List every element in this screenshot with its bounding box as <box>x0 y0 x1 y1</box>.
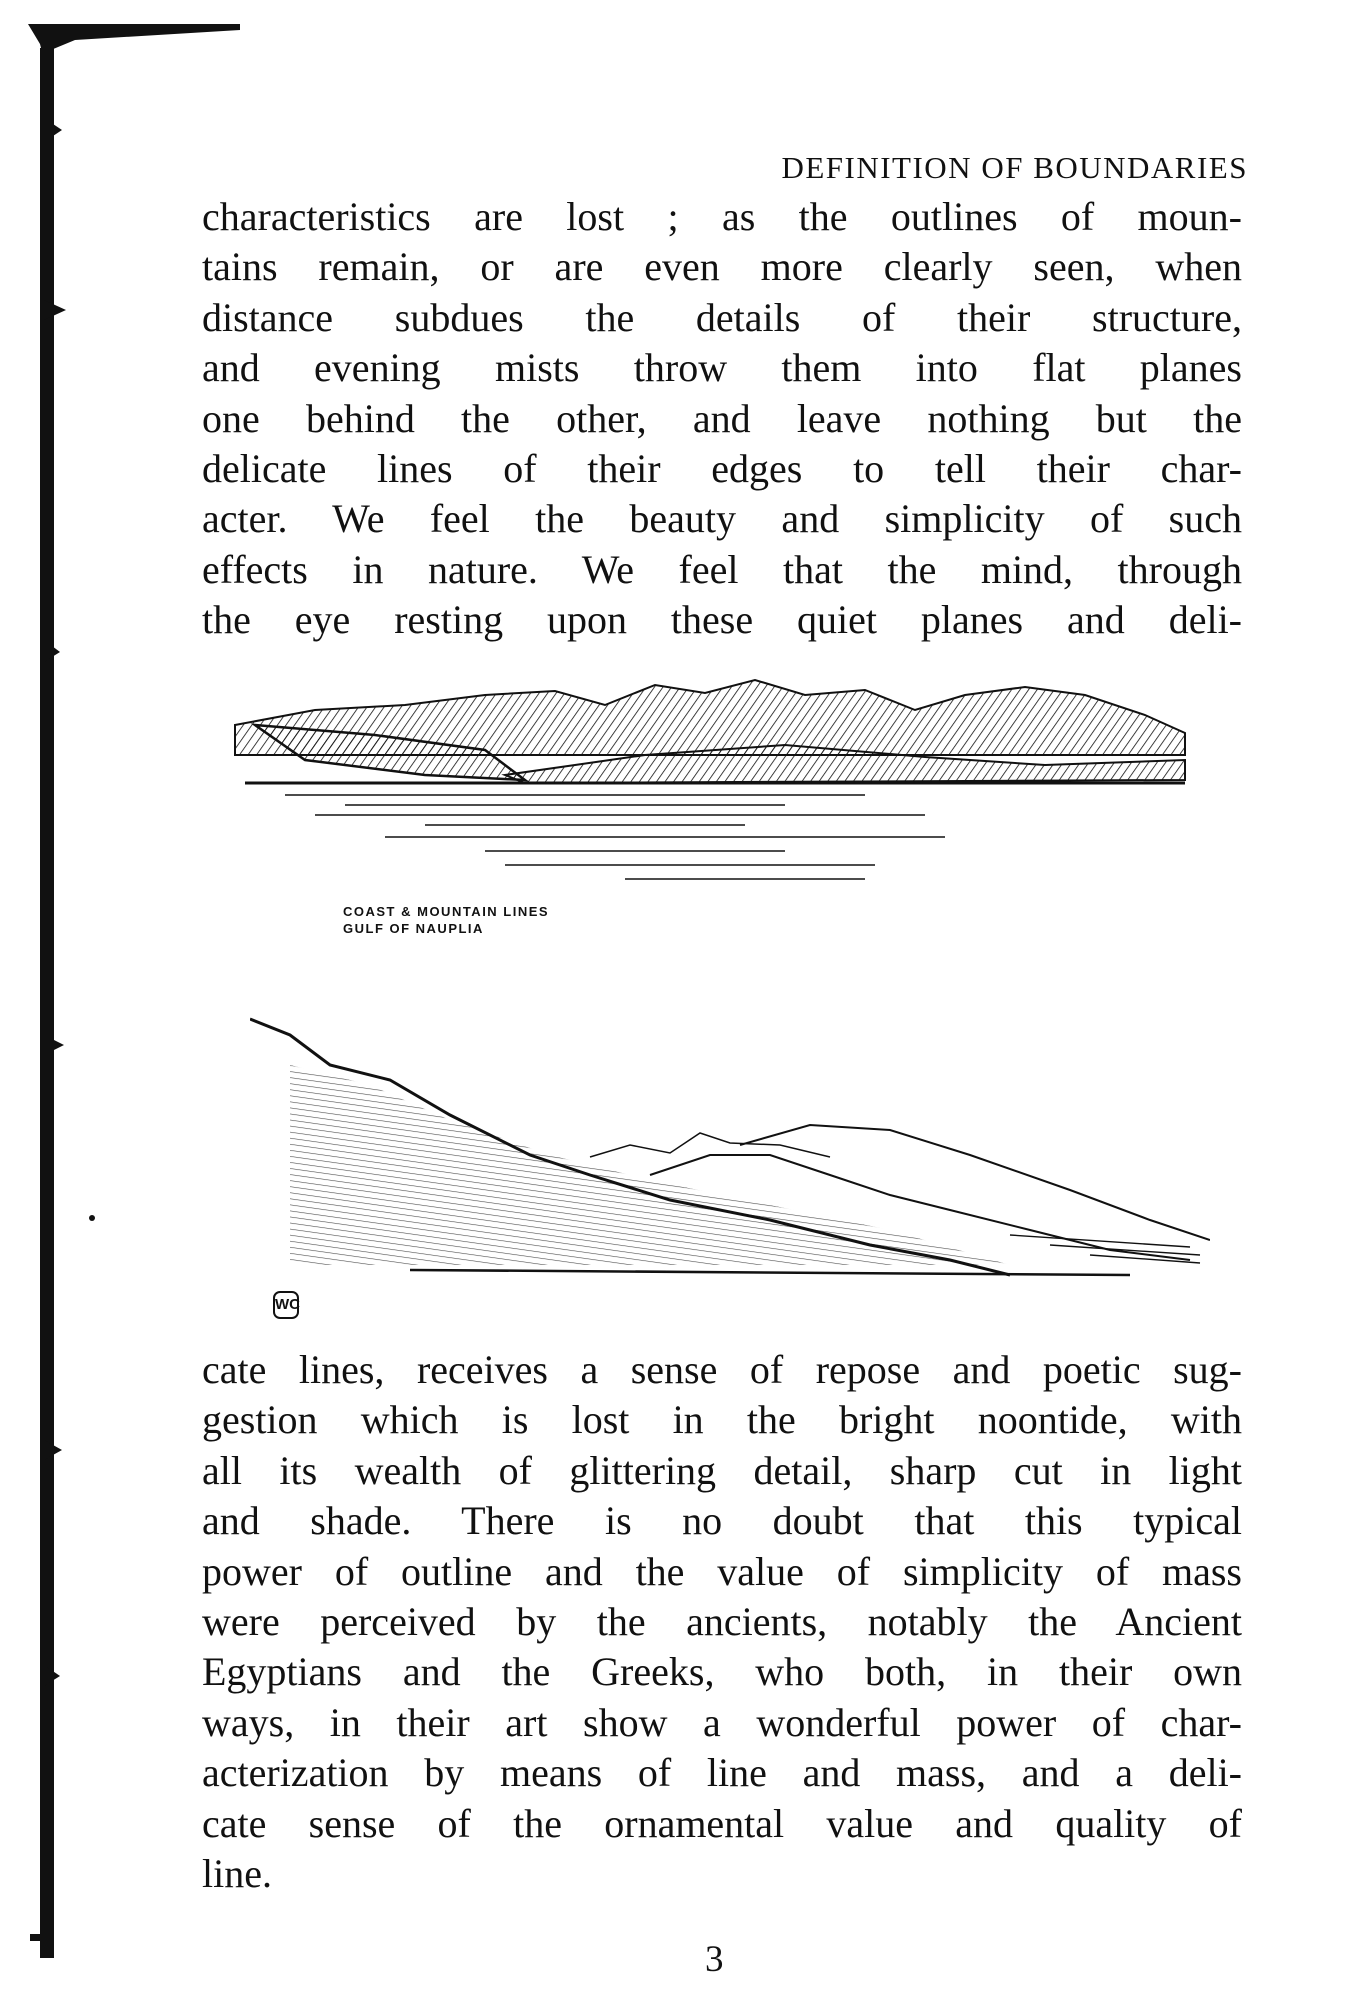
text-line: characteristics are lost ; as the outlines of moun- <box>202 194 1242 239</box>
text-line: ways, in their art show a wonderful power of char- <box>202 1699 1242 1745</box>
text-line: tains remain, or are even more clearly seen, when <box>202 244 1242 290</box>
text-line: and shade. There is no doubt that this typical <box>202 1498 1242 1544</box>
text-line: and evening mists throw them into flat planes <box>202 345 1242 391</box>
text-line: distance subdues the details of their structure, <box>202 294 1242 340</box>
text-line: cate lines, receives a sense of repose and poetic sug- <box>202 1347 1242 1392</box>
page-number: 3 <box>705 1939 724 1980</box>
text-line: power of outline and the value of simplicity of mass <box>202 1548 1242 1594</box>
text-line: one behind the other, and leave nothing but the <box>202 395 1242 441</box>
text-line: gestion which is lost in the bright noontide, with <box>202 1397 1242 1443</box>
text-line: acter. We feel the beauty and simplicity of such <box>202 496 1242 542</box>
text-line: line. <box>202 1851 272 1897</box>
coast-mountain-sketch <box>225 665 1205 905</box>
text-line: all its wealth of glittering detail, sharp cut in light <box>202 1447 1242 1493</box>
running-head: DEFINITION OF BOUNDARIES <box>781 150 1248 185</box>
caption-line: GULF OF NAUPLIA <box>343 921 484 936</box>
text-block-top <box>202 192 1242 646</box>
mountain-outline-sketch <box>250 1005 1210 1285</box>
figure-caption <box>343 903 549 937</box>
text-line: Egyptians and the Greeks, who both, in their own <box>202 1649 1242 1695</box>
caption-line: COAST & MOUNTAIN LINES <box>343 904 550 919</box>
text-line: were perceived by the ancients, notably the Ancient <box>202 1599 1242 1645</box>
text-block-bottom <box>202 1345 1242 1899</box>
text-line: cate sense of the ornamental value and quality of <box>202 1800 1242 1846</box>
illustrator-monogram: WC <box>273 1291 299 1319</box>
text-line: acterization by means of line and mass, and a deli- <box>202 1750 1242 1796</box>
text-line: delicate lines of their edges to tell their char- <box>202 446 1242 492</box>
text-line: effects in nature. We feel that the mind, through <box>202 546 1242 592</box>
text-line: the eye resting upon these quiet planes and deli- <box>202 597 1242 643</box>
